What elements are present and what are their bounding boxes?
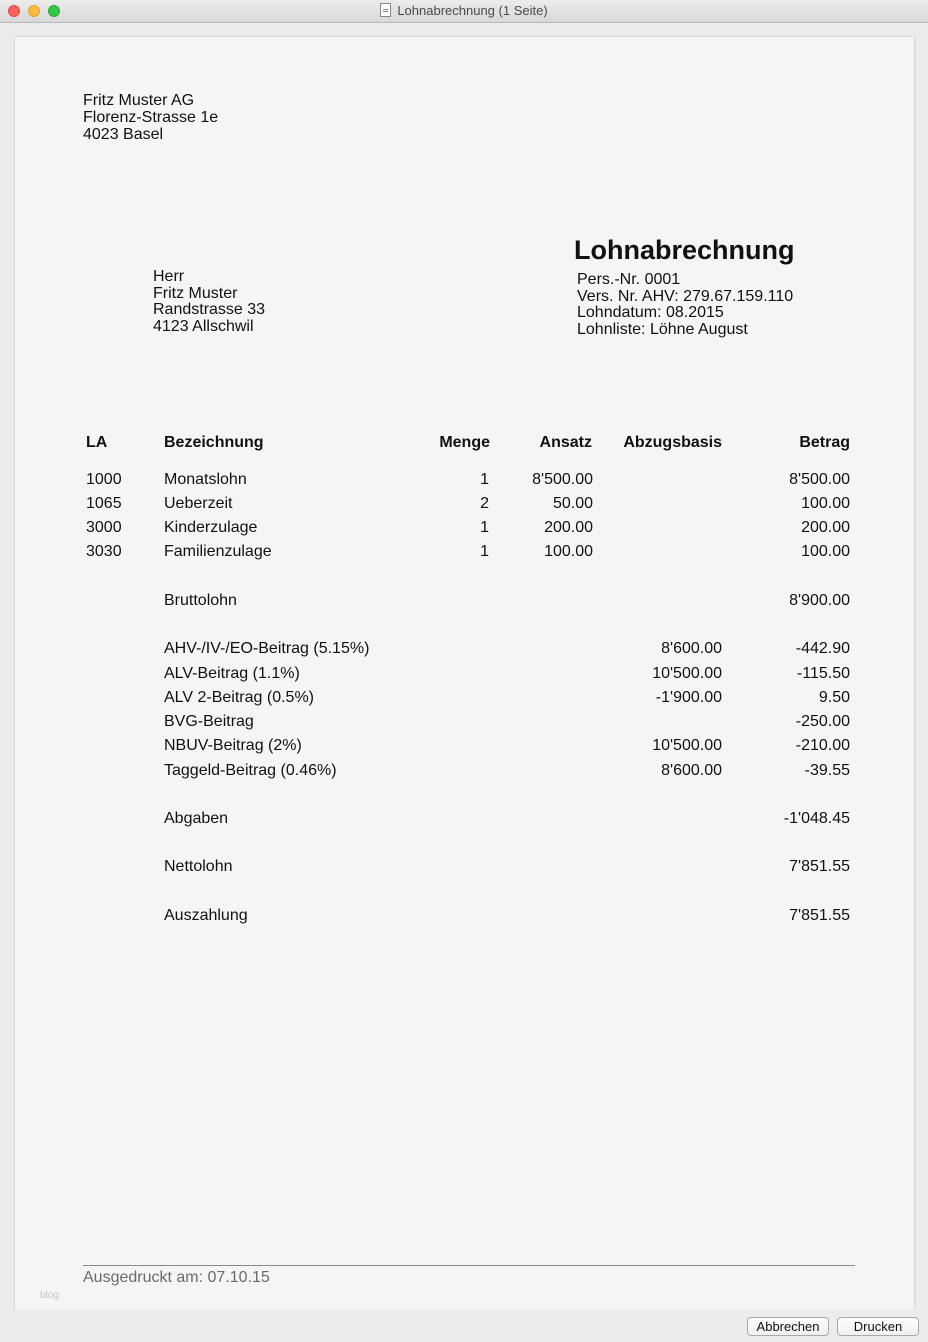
deduction-label: Taggeld-Beitrag (0.46%) (164, 762, 337, 779)
cell-betrag: 100.00 (801, 543, 850, 560)
cell-menge: 1 (480, 543, 489, 560)
print-preview-page (15, 37, 914, 1310)
recipient-line: Randstrasse 33 (153, 301, 266, 318)
netto-label: Nettolohn (164, 858, 233, 875)
header-betrag: Betrag (799, 434, 850, 451)
cell-ansatz: 8'500.00 (532, 471, 593, 488)
cancel-button[interactable]: Abbrechen (747, 1317, 829, 1336)
dialog-button-bar (0, 1310, 928, 1342)
lohndatum: Lohndatum: 08.2015 (577, 304, 724, 321)
gross-betrag: 8'900.00 (789, 592, 850, 609)
recipient-line: 4123 Allschwil (153, 318, 254, 335)
pers-nr: Pers.-Nr. 0001 (577, 271, 681, 288)
vers-nr: Vers. Nr. AHV: 279.67.159.110 (577, 288, 794, 305)
print-button[interactable]: Drucken (837, 1317, 919, 1336)
document-title: Lohnabrechnung (574, 235, 795, 265)
deduction-label: AHV-/IV-/EO-Beitrag (5.15%) (164, 640, 370, 657)
watermark: blog (40, 1290, 59, 1301)
cell-ansatz: 50.00 (552, 495, 593, 512)
deduction-betrag: -39.55 (804, 762, 850, 779)
window-title-text: Lohnabrechnung (1 Seite) (397, 3, 548, 18)
document-icon (380, 3, 391, 17)
auszahlung-betrag: 7'851.55 (789, 907, 850, 924)
cell-bezeichnung: Familienzulage (164, 543, 272, 560)
window-title (0, 3, 928, 18)
deduction-abzugsbasis: 8'600.00 (661, 762, 722, 779)
gross-label: Bruttolohn (164, 592, 237, 609)
deduction-label: ALV 2-Beitrag (0.5%) (164, 689, 314, 706)
abgaben-label: Abgaben (164, 810, 229, 827)
cell-la: 3000 (86, 519, 122, 536)
cell-bezeichnung: Ueberzeit (164, 495, 233, 512)
header-bezeichnung: Bezeichnung (164, 434, 264, 451)
footer-divider (83, 1265, 855, 1266)
header-la: LA (86, 434, 108, 451)
deduction-betrag: -115.50 (796, 665, 850, 682)
deduction-abzugsbasis: 10'500.00 (652, 665, 722, 682)
deduction-abzugsbasis: 8'600.00 (661, 640, 722, 657)
window-titlebar (0, 0, 928, 23)
deduction-label: NBUV-Beitrag (2%) (164, 737, 302, 754)
recipient-line: Fritz Muster (153, 285, 238, 302)
sender-line: 4023 Basel (83, 126, 164, 143)
deduction-abzugsbasis: 10'500.00 (652, 737, 722, 754)
cell-betrag: 200.00 (801, 519, 850, 536)
cell-menge: 1 (480, 519, 489, 536)
netto-betrag: 7'851.55 (789, 858, 850, 875)
auszahlung-label: Auszahlung (164, 907, 248, 924)
cell-bezeichnung: Kinderzulage (164, 519, 258, 536)
deduction-betrag: -442.90 (795, 640, 850, 657)
cell-la: 1000 (86, 471, 122, 488)
printed-date: Ausgedruckt am: 07.10.15 (83, 1269, 270, 1286)
deduction-label: ALV-Beitrag (1.1%) (164, 665, 300, 682)
cell-betrag: 100.00 (801, 495, 850, 512)
cell-ansatz: 100.00 (544, 543, 593, 560)
cell-la: 1065 (86, 495, 122, 512)
header-abzugsbasis: Abzugsbasis (623, 434, 722, 451)
deduction-abzugsbasis: -1'900.00 (655, 689, 722, 706)
sender-line: Fritz Muster AG (83, 92, 195, 109)
abgaben-betrag: -1'048.45 (783, 810, 850, 827)
deduction-betrag: -250.00 (795, 713, 850, 730)
header-ansatz: Ansatz (539, 434, 592, 451)
cell-la: 3030 (86, 543, 122, 560)
deduction-betrag: -210.00 (795, 737, 850, 754)
lohnliste: Lohnliste: Löhne August (577, 321, 748, 338)
cell-betrag: 8'500.00 (789, 471, 850, 488)
cell-bezeichnung: Monatslohn (164, 471, 247, 488)
sender-line: Florenz-Strasse 1e (83, 109, 219, 126)
deduction-label: BVG-Beitrag (164, 713, 254, 730)
cell-ansatz: 200.00 (544, 519, 593, 536)
cell-menge: 2 (480, 495, 489, 512)
deduction-betrag: 9.50 (818, 689, 850, 706)
cell-menge: 1 (480, 471, 489, 488)
recipient-line: Herr (153, 268, 185, 285)
header-menge: Menge (439, 434, 490, 451)
